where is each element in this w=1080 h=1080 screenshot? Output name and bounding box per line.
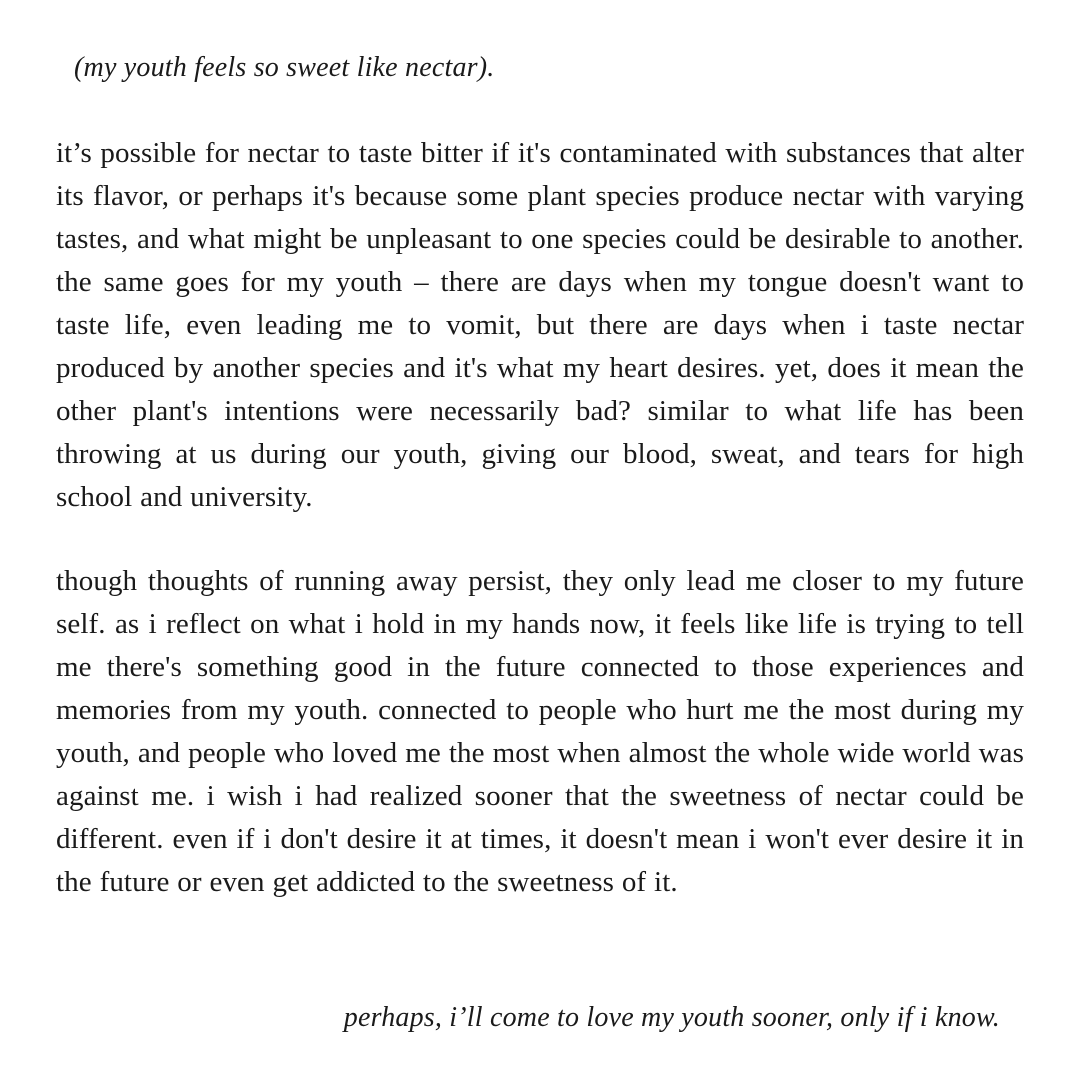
paragraph-first: it’s possible for nectar to taste bitter if it's contaminated with substances that alter its flavor, or perhaps it's because some plant species produce nectar with varying tastes, and what might be unpleasant to one species could be desirable to another. the same goes for my youth – there are days when my tongue doesn't want to taste life, even leading me to vomit, but there are days when i taste nectar produced by another species and it's what my heart desires. yet, does it mean the other plant's intentions were necessarily bad? similar to what life has been throwing at us during our youth, giving our blood, sweat, and tears for high school and university.: [56, 137, 1024, 513]
closing-line: perhaps, i’ll come to love my youth sooner, only if i know.: [343, 1002, 1000, 1033]
paragraph-second: though thoughts of running away persist, they only lead me closer to my future self. as i reflect on what i hold in my hands now, it feels like life is trying to tell me there's something good in the future connected to those experiences and memories from my youth. connected to people who hurt me the most during my youth, and people who loved me the most when almost the whole wide world was against me. i wish i had realized sooner that the sweetness of nectar could be different. even if i don't desire it at times, it doesn't mean i won't ever desire it in the future or even get addicted to the sweetness of it.: [56, 565, 1024, 898]
poem-heading: (my youth feels so sweet like nectar).: [74, 52, 495, 83]
